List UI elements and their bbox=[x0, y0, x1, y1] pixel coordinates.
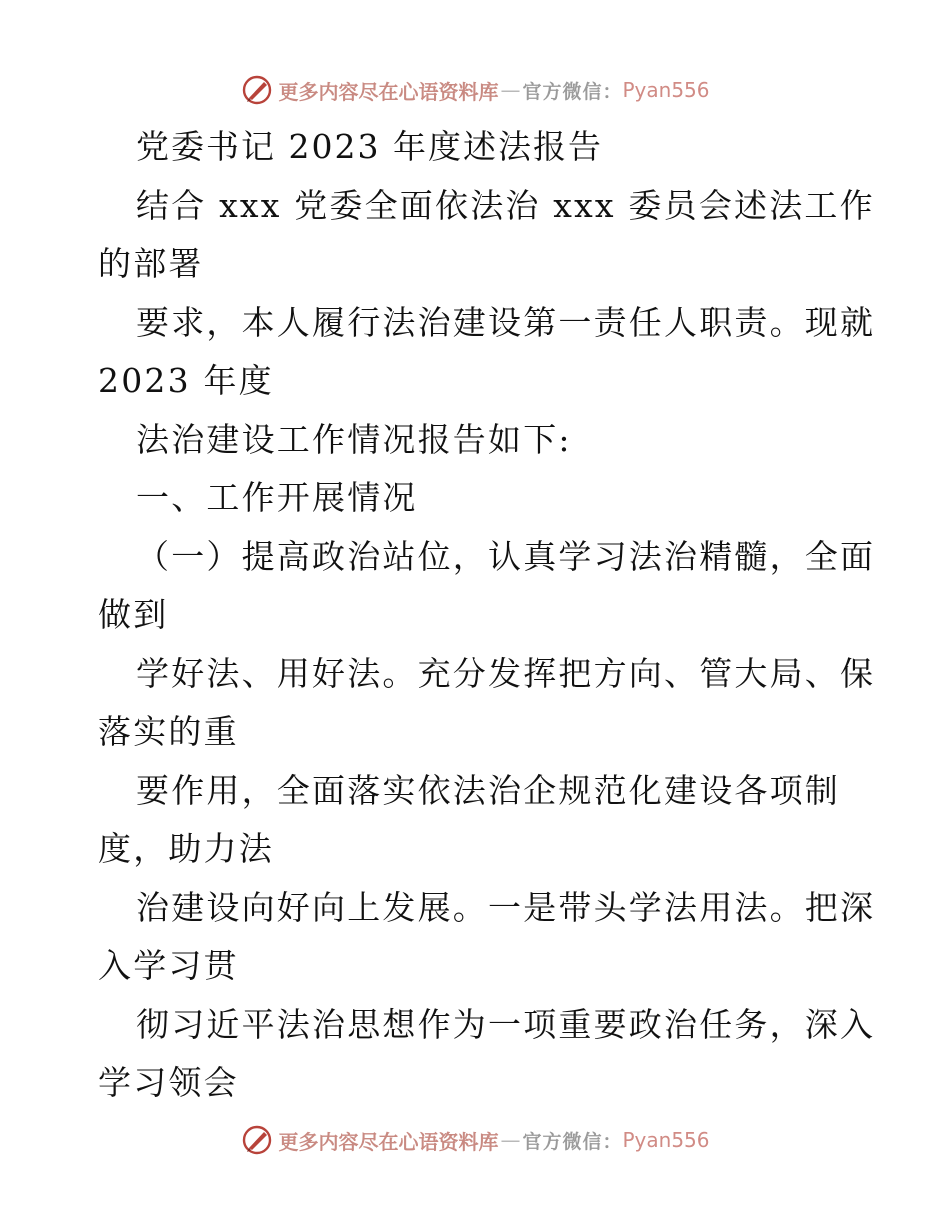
watermark-text: 更多内容尽在心语资料库 bbox=[278, 1129, 499, 1154]
subsection-heading: （一）提高政治站位，认真学习法治精髓，全面 bbox=[136, 536, 876, 576]
paragraph-line: 要求，本人履行法治建设第一责任人职责。现就 bbox=[136, 302, 876, 342]
paragraph-line: 的部署 bbox=[98, 244, 204, 283]
paragraph-line: 2023 年度 bbox=[98, 361, 274, 400]
watermark-text: 更多内容尽在心语资料库 bbox=[278, 79, 499, 104]
watermark-dash: — bbox=[500, 78, 521, 102]
paragraph-line: 要作用，全面落实依法治企规范化建设各项制 bbox=[136, 770, 840, 810]
paragraph-line: 度，助力法 bbox=[98, 829, 274, 868]
document-body bbox=[98, 118, 876, 1113]
watermark-dash: — bbox=[500, 1128, 521, 1152]
paragraph-line: 落实的重 bbox=[98, 712, 239, 751]
pen-logo-icon bbox=[240, 73, 274, 107]
section-heading: 一、工作开展情况 bbox=[136, 478, 418, 517]
header-watermark bbox=[0, 70, 950, 110]
watermark-wechat-id: Pyan556 bbox=[622, 1128, 710, 1152]
watermark-wechat-label: 官方微信： bbox=[522, 80, 623, 103]
paragraph-line: 法治建设工作情况报告如下: bbox=[136, 419, 572, 459]
paragraph-line: 学好法、用好法。充分发挥把方向、管大局、保 bbox=[136, 653, 876, 693]
footer-watermark bbox=[0, 1120, 950, 1160]
paragraph-line: 彻习近平法治思想作为一项重要政治任务，深入 bbox=[136, 1004, 876, 1044]
paragraph-line: 结合 xxx 党委全面依法治 xxx 委员会述法工作 bbox=[136, 185, 875, 225]
watermark-wechat-label: 官方微信： bbox=[522, 1130, 623, 1153]
pen-logo-icon bbox=[240, 1123, 274, 1157]
watermark-wechat-id: Pyan556 bbox=[622, 78, 710, 102]
document-title: 党委书记 2023 年度述法报告 bbox=[136, 127, 603, 166]
paragraph-line: 学习领会 bbox=[98, 1063, 239, 1102]
paragraph-line: 治建设向好向上发展。一是带头学法用法。把深 bbox=[136, 887, 876, 927]
paragraph-line: 入学习贯 bbox=[98, 946, 239, 985]
paragraph-line: 做到 bbox=[98, 595, 169, 634]
